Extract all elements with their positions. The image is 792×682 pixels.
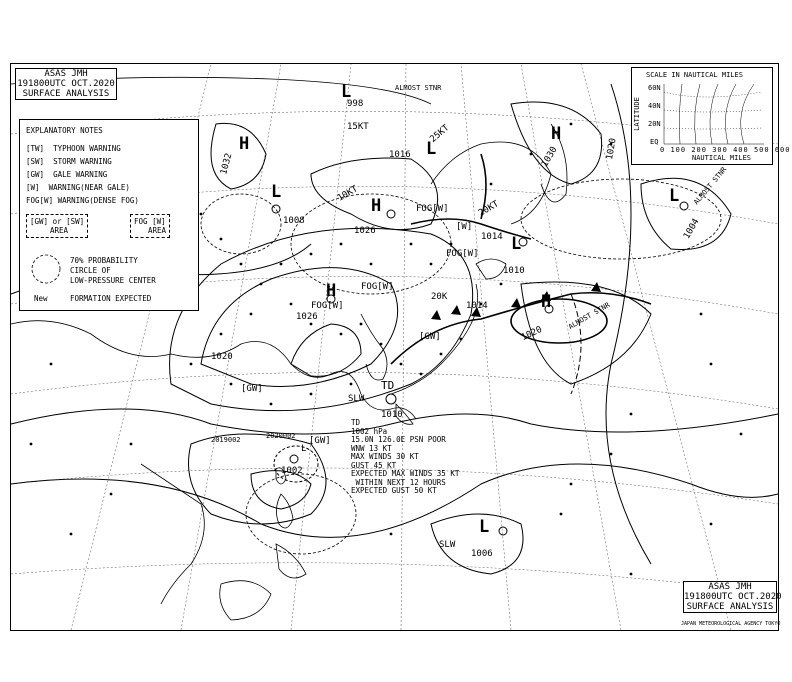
footer-time: 191800UTC OCT.2020 [684,592,782,602]
graticule-lon [401,64,406,630]
scale-lat-tick: 20N [648,120,661,128]
legend-area-label: AREA [148,226,167,235]
gale-warning-label: [GW] [241,384,263,394]
td-center-mark [386,394,396,404]
scale-nm-tick: 0 [660,146,666,154]
legend-text: STORM WARNING [53,157,112,166]
footer-code: ASAS JMH [708,582,752,592]
legend-circle-line: CIRCLE OF [70,266,111,275]
high-letter: H [371,196,382,216]
fog-warning-label: FOG[W] [311,301,344,311]
legend-area-label: AREA [50,226,69,235]
legend-warning-area-sample [26,214,88,238]
low-letter: L [341,82,352,102]
scale-nm-ticks [660,146,790,154]
legend-code: [GW] [26,170,45,179]
scale-nm-tick: 500 [753,146,770,154]
low-letter: L [301,444,307,454]
coast-philippines-south [276,544,306,578]
agency-credit: JAPAN METEOROLOGICAL AGENCY TOKYO [681,621,781,627]
high-letter: H [551,124,562,144]
scale-lat-tick: 60N [648,84,661,92]
explanatory-notes [19,119,199,311]
low-motion: SLW [439,540,456,550]
legend-code: [TW] [26,144,45,153]
isobar-value: 1014 [481,232,503,242]
isobar [170,228,473,410]
warning-area [246,474,356,554]
low-center-mark [499,527,507,535]
legend-item [26,170,107,179]
high-pressure: 1026 [354,226,376,236]
legend-new-label: New [34,294,48,303]
low-pressure: 1016 [389,150,411,160]
high-pressure: 1030 [540,145,560,169]
typhoon-track-label: 2019002 [211,436,241,444]
legend-area-code: FOG [134,217,148,226]
low-pressure: 1002 [281,466,303,476]
legend-item [26,183,130,192]
coast-korea [361,314,387,380]
wind-speed-label: 20KT [476,199,501,219]
near-gale-warning-label: [W] [456,222,473,232]
legend-circle-line: 70% PROBABILITY [70,256,138,265]
header-title: SURFACE ANALYSIS [22,89,110,99]
isobar [311,158,438,230]
td-info-line: 15.0N 126.0E PSN POOR [351,435,446,444]
td-info-line: TD [351,418,361,427]
low-center-mark [680,202,688,210]
td-motion: SLW [348,394,365,404]
gale-warning-label: [GW] [419,332,441,342]
legend-area-code: [W] [152,217,166,226]
td-pressure: 1010 [381,410,403,420]
low-pressure: 1008 [283,216,305,226]
typhoon-track-label: 2020002 [266,432,296,440]
almost-stnr-note: ALMOST STNR [395,84,442,92]
isobar [291,324,361,376]
fog-warning-label: FOG[W] [361,282,394,292]
scale-nm-tick: 600 [774,146,791,154]
td-info-line: EXPECTED MAX WINDS 35 KT [351,469,460,478]
isobar-value: 1020 [605,137,619,161]
legend-text: WARNING(DENSE FOG) [57,196,139,205]
low-pressure: 1010 [503,266,525,276]
wind-speed-label: 25KT [428,123,452,145]
scale-xlabel: NAUTICAL MILES [692,154,752,162]
legend-text: GALE WARNING [53,170,108,179]
coast-hokkaido [476,259,506,279]
low-pressure: 1006 [471,549,493,559]
gale-warning-label: [GW] [309,436,331,446]
wind-speed-label: 10KT [335,184,360,204]
legend-fog-area-sample [130,214,170,238]
scale-box [631,67,791,165]
legend-text: WARNING(NEAR GALE) [48,183,130,192]
legend-area-or: or [52,217,62,226]
scale-nm-tick: 300 [712,146,728,154]
high-letter: H [541,292,552,312]
legend-item [26,144,121,153]
legend-code: [W] [26,183,40,192]
header-code: ASAS JMH [44,69,88,79]
td-letter: TD [381,379,395,392]
front-stationary [391,293,651,364]
cold-front-tooth [451,305,461,315]
graticule-lon [291,64,351,630]
low-center-mark [272,205,280,213]
wind-speed-label: 15KT [347,122,369,132]
header-title-box [15,68,117,100]
weather-chart-frame [10,63,791,631]
scale-graph [662,82,766,146]
td-info-line: WITHIN NEXT 12 HOURS [351,477,446,487]
high-letter: H [239,134,250,154]
legend-probability-circle-icon [28,252,64,286]
high-pressure: 1032 [219,152,235,176]
isobar [251,471,311,509]
fog-warning-label: FOG[W] [446,249,479,259]
low-pressure: 998 [347,99,364,109]
scale-title: SCALE IN NAUTICAL MILES [646,71,743,79]
td-info-line: 1002 hPa [351,426,388,436]
graticule-lat [11,563,778,594]
low-letter: L [511,234,522,254]
coast-borneo [220,581,271,620]
high-pressure: 1026 [296,312,318,322]
trough [571,294,581,394]
td-info-line: MAX WINDS 30 KT [351,452,419,461]
wind-speed-label: 20K [431,292,448,302]
td-info-line: EXPECTED GUST 50 KT [351,486,437,495]
legend-area-code: [GW] [30,217,49,226]
footer-title: SURFACE ANALYSIS [686,602,774,612]
scale-lat-tick: EQ [650,138,659,146]
low-letter: L [479,517,490,537]
legend-code: [SW] [26,157,45,166]
legend-title: EXPLANATORY NOTES [26,126,103,135]
cold-front-tooth [511,298,521,308]
header-time: 191800UTC OCT.2020 [17,79,115,89]
footer-title-box [683,581,782,613]
td-info-block [351,419,459,496]
low-center-mark [290,455,298,463]
legend-item [26,157,112,166]
high-note: ALMOST STNR [567,300,612,332]
legend-item [26,196,139,205]
legend-text: TYPHOON WARNING [53,144,121,153]
scale-nm-tick: 400 [733,146,749,154]
scale-axis-label: LATITUDE [632,97,641,131]
low-letter: L [426,139,437,159]
legend-circle-line: LOW-PRESSURE CENTER [70,276,156,285]
coast-indochina [141,464,204,604]
isobar-value: 1014 [466,301,488,311]
cold-front-tooth [431,310,441,320]
low-letter: L [271,182,282,202]
high-pressure: 1020 [519,324,544,344]
legend-new-text: FORMATION EXPECTED [70,294,152,303]
low-note: ALMOST STNR [692,165,729,207]
warning-area [201,194,281,254]
low-pressure: 1004 [682,217,702,241]
high-center-mark [387,210,395,218]
isobar-value: 1020 [211,352,233,362]
td-probability-circle [274,446,318,482]
legend-area-code: [SW] [66,217,85,226]
td-info-line: WNW 13 KT [351,443,392,453]
td-info-line: GUST 45 KT [351,460,397,470]
fog-warning-label: FOG[W] [416,204,449,214]
legend-code: FOG[W] [26,196,54,205]
low-letter: L [669,186,680,206]
high-letter: H [326,281,337,301]
scale-nm-tick: 100 [670,146,687,154]
scale-nm-tick: 200 [691,146,707,154]
scale-lat-tick: 40N [648,102,661,110]
